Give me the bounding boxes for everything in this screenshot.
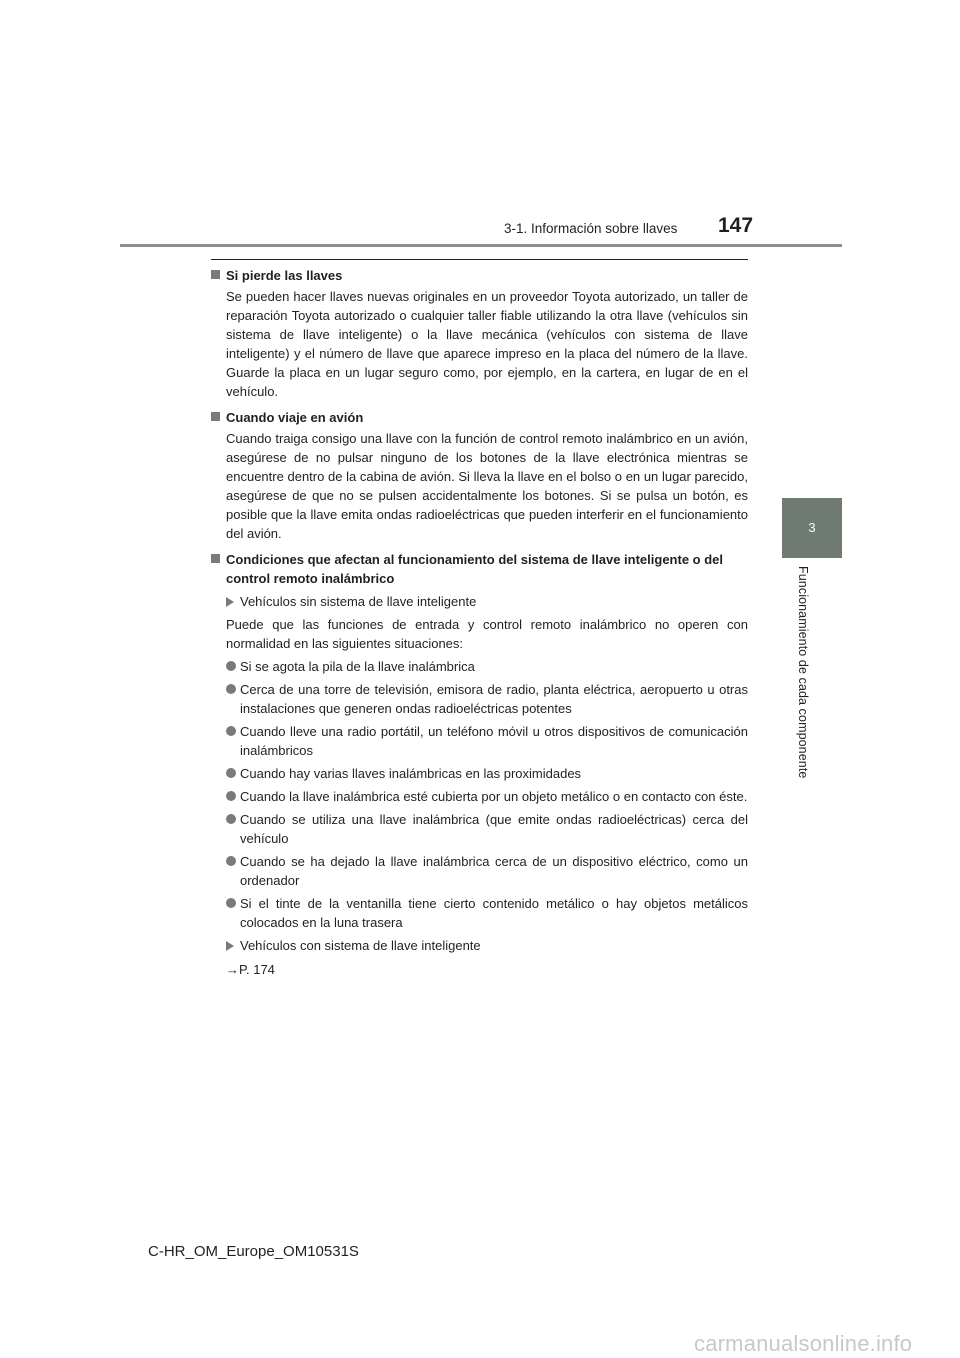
header-divider xyxy=(120,244,842,247)
content-divider xyxy=(211,259,748,260)
section-conditions xyxy=(211,550,748,979)
section-heading: 3-1. Información sobre llaves xyxy=(504,221,678,236)
section-lost-keys xyxy=(211,266,748,401)
subheading xyxy=(226,936,748,955)
section-title-text: Si pierde las llaves xyxy=(226,268,343,283)
subheading xyxy=(226,592,748,611)
list-item-text: Si se agota la pila de la llave inalámbrica xyxy=(240,659,475,674)
list-item xyxy=(226,894,748,932)
section-body: Cuando traiga consigo una llave con la función de control remoto inalámbrico en un avión, asegúrese de no pulsar ninguno de los botones de la llave electrónica mientras se encuentre dentro de la cabina de avión. Si lleva la llave en el bolso o en un lugar parecido, asegúrese de que no se pulsen accidentalmente los botones. Si se pulsa un botón, es posible que la llave emita ondas radioeléctricas que pueden interferir en el funcionamiento del avión. xyxy=(226,431,748,541)
circle-bullet-icon xyxy=(226,856,236,866)
section-title-text: Cuando viaje en avión xyxy=(226,410,364,425)
list-item-text: Cuando hay varias llaves inalámbricas en las proximidades xyxy=(240,766,582,781)
section-intro: Puede que las funciones de entrada y control remoto inalámbrico no operen con normalidad en las siguientes situaciones: xyxy=(226,617,748,651)
document-id: C-HR_OM_Europe_OM10531S xyxy=(148,1243,359,1260)
section-title xyxy=(211,550,748,588)
circle-bullet-icon xyxy=(226,768,236,778)
page-reference-link[interactable]: →P. 174 xyxy=(226,962,275,977)
section-airplane xyxy=(211,408,748,543)
subheading-text: Vehículos sin sistema de llave inteligente xyxy=(240,594,477,609)
list-item xyxy=(226,657,748,676)
section-title xyxy=(211,266,748,285)
list-item xyxy=(226,852,748,890)
list-item-text: Cuando se ha dejado la llave inalámbrica cerca de un dispositivo eléctrico, como un ordenador xyxy=(240,854,748,888)
triangle-bullet-icon xyxy=(226,941,234,951)
circle-bullet-icon xyxy=(226,661,236,671)
list-item xyxy=(226,722,748,760)
list-item xyxy=(226,680,748,718)
watermark: carmanualsonline.info xyxy=(694,1331,913,1356)
list-item-text: Cuando la llave inalámbrica esté cubierta por un objeto metálico o en contacto con éste. xyxy=(240,789,748,804)
square-bullet-icon xyxy=(211,412,220,421)
circle-bullet-icon xyxy=(226,898,236,908)
triangle-bullet-icon xyxy=(226,597,234,607)
list-item-text: Cuando lleve una radio portátil, un teléfono móvil u otros dispositivos de comunicación inalámbricos xyxy=(240,724,748,758)
chapter-label: Funcionamiento de cada componente xyxy=(796,566,810,779)
list-item-text: Cuando se utiliza una llave inalámbrica (que emite ondas radioeléctricas) cerca del vehículo xyxy=(240,812,748,846)
square-bullet-icon xyxy=(211,270,220,279)
section-title xyxy=(211,408,748,427)
chapter-number: 3 xyxy=(808,520,816,535)
circle-bullet-icon xyxy=(226,814,236,824)
section-body: Se pueden hacer llaves nuevas originales en un proveedor Toyota autorizado, un taller de reparación Toyota autorizado o cualquier taller fiable utilizando la otra llave (vehículos sin sistema de llave inteligente) o la llave mecánica (vehículos con sistema de llave inteligente) y el número de llave que aparece impreso en la placa del número de la llave. Guarde la placa en un lugar seguro como, por ejemplo, en la cartera, en lugar de en el vehículo. xyxy=(226,289,748,399)
page-number: 147 xyxy=(718,214,754,237)
section-title-text: Condiciones que afectan al funcionamiento del sistema de llave inteligente o del control remoto inalámbrico xyxy=(226,552,724,586)
subheading-text: Vehículos con sistema de llave inteligente xyxy=(240,938,481,953)
circle-bullet-icon xyxy=(226,791,236,801)
circle-bullet-icon xyxy=(226,726,236,736)
main-content xyxy=(211,266,748,986)
circle-bullet-icon xyxy=(226,684,236,694)
list-item xyxy=(226,810,748,848)
square-bullet-icon xyxy=(211,554,220,563)
list-item-text: Si el tinte de la ventanilla tiene cierto contenido metálico o hay objetos metálicos colocados en la luna trasera xyxy=(240,896,748,930)
list-item xyxy=(226,787,748,806)
list-item-text: Cerca de una torre de televisión, emisora de radio, planta eléctrica, aeropuerto u otras instalaciones que generen ondas radioeléctricas potentes xyxy=(240,682,748,716)
list-item xyxy=(226,764,748,783)
